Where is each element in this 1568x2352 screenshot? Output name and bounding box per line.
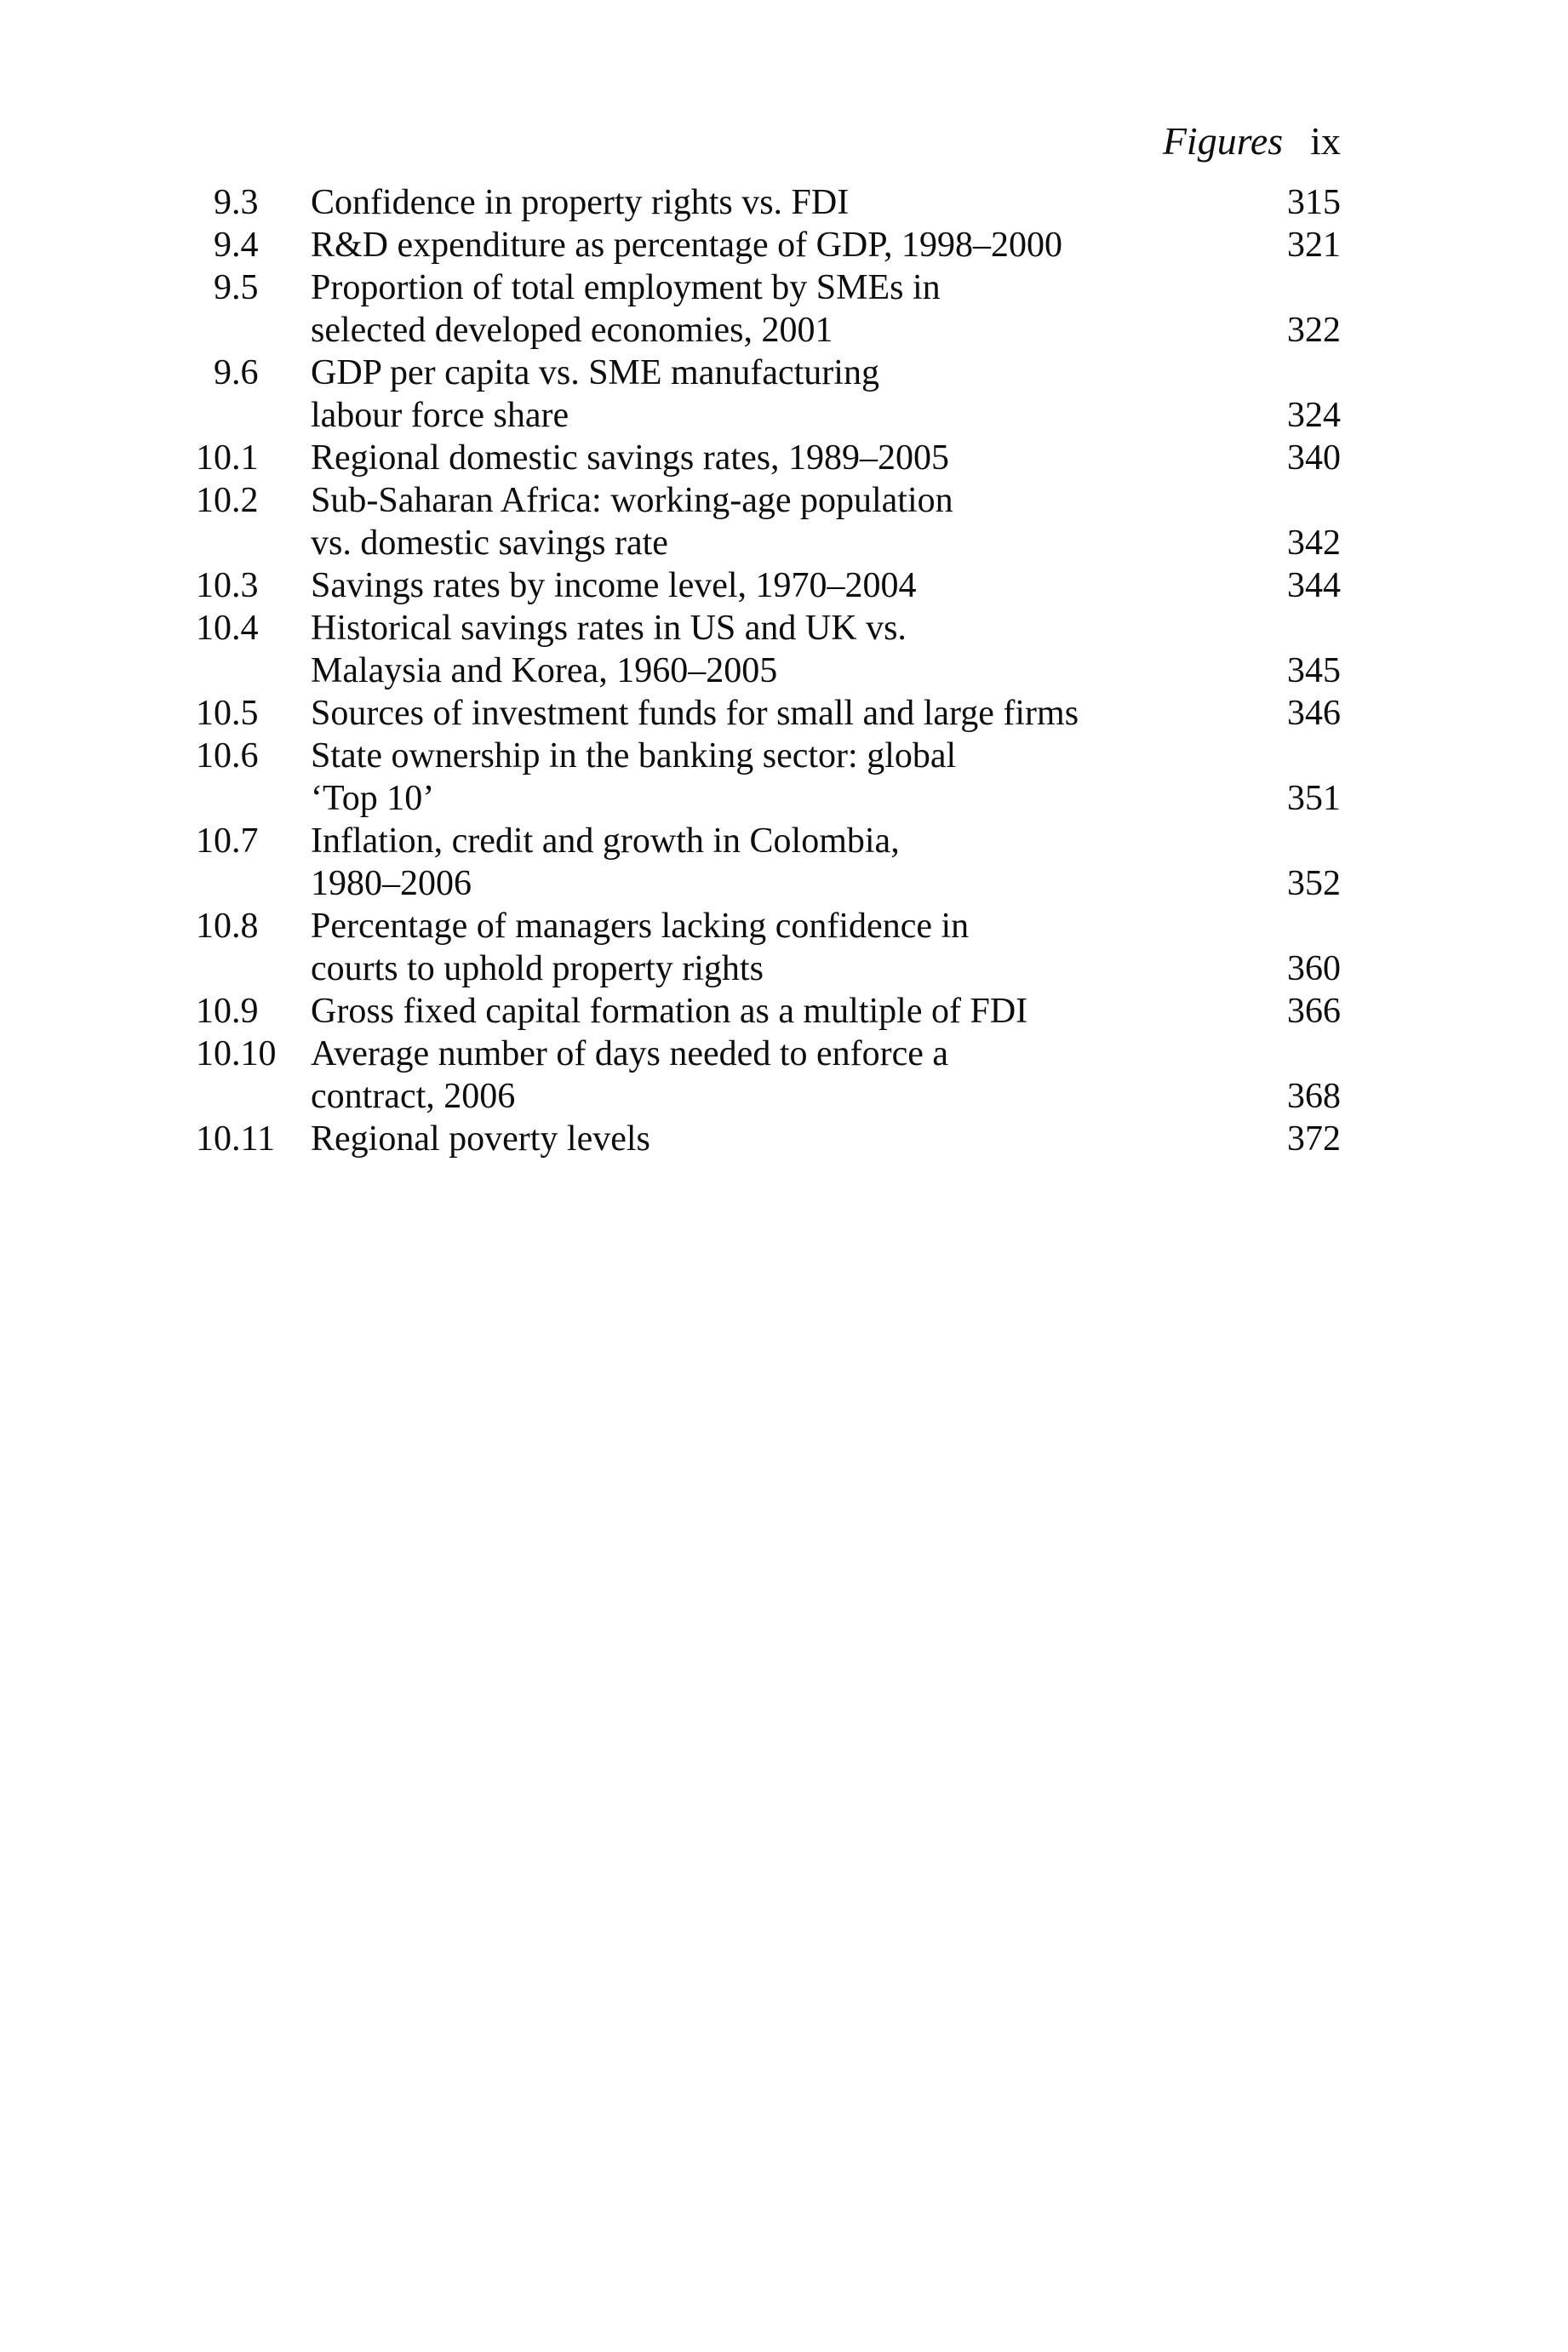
- figure-title: [311, 735, 1267, 820]
- figure-title-line: ‘Top 10’: [311, 779, 435, 818]
- figure-number-frac: .4: [232, 226, 259, 265]
- figure-entry: [194, 905, 1341, 990]
- figure-number: [194, 990, 311, 1033]
- figure-number: [194, 437, 311, 479]
- figure-number: [194, 1033, 311, 1075]
- figure-title: [311, 224, 1267, 266]
- figure-number-int: 10: [196, 694, 232, 733]
- figure-title-line: Savings rates by income level, 1970–2004: [311, 566, 917, 605]
- figure-number-int: 10: [196, 736, 232, 775]
- figure-title-line: R&D expenditure as percentage of GDP, 1998–2000: [311, 226, 1062, 265]
- figure-number-int: 10: [196, 609, 232, 648]
- figure-title-line: Inflation, credit and growth in Colombia,: [311, 821, 900, 861]
- figure-title-line: Gross fixed capital formation as a multiple of FDI: [311, 992, 1028, 1031]
- figure-number: [194, 352, 311, 394]
- figure-number: [194, 266, 311, 309]
- running-head-folio: ix: [1310, 119, 1341, 163]
- figure-entry: [194, 820, 1341, 905]
- figure-title: [311, 437, 1267, 479]
- figure-number-frac: .4: [232, 609, 259, 648]
- figure-entry: [194, 1118, 1341, 1160]
- running-head: [194, 120, 1341, 163]
- figure-page-number: 372: [1287, 1119, 1341, 1159]
- figure-number-int: 10: [196, 821, 232, 861]
- figure-number-frac: .2: [232, 481, 259, 520]
- figure-number: [194, 607, 311, 650]
- figure-title-line: courts to uphold property rights: [311, 949, 764, 988]
- figure-number-int: 10: [196, 907, 232, 946]
- figure-number: [194, 1118, 311, 1160]
- figure-title-line: Sources of investment funds for small and large firms: [311, 694, 1079, 733]
- figure-page-number: 366: [1287, 992, 1341, 1031]
- figure-number-frac: .3: [232, 183, 259, 222]
- figure-title: [311, 181, 1267, 224]
- figure-page-number: 342: [1287, 524, 1341, 563]
- figure-title: [311, 352, 1267, 437]
- figure-number: [194, 224, 311, 266]
- figure-number-frac: .5: [232, 694, 259, 733]
- figure-title-line: Malaysia and Korea, 1960–2005: [311, 651, 778, 690]
- figure-title-line: contract, 2006: [311, 1077, 516, 1116]
- figure-title-line: State ownership in the banking sector: global: [311, 736, 957, 775]
- figure-number-frac: .5: [232, 268, 259, 307]
- figure-number-int: 9: [214, 268, 232, 307]
- figure-entry: [194, 692, 1341, 735]
- figure-page-number: 345: [1287, 651, 1341, 690]
- figure-number-frac: .9: [232, 992, 259, 1031]
- figure-title: [311, 1118, 1267, 1160]
- figure-number-int: 10: [196, 566, 232, 605]
- figure-title-line: Historical savings rates in US and UK vs.: [311, 609, 907, 648]
- figure-title-line: Sub-Saharan Africa: working-age population: [311, 481, 953, 520]
- figure-title-line: 1980–2006: [311, 864, 472, 903]
- figure-entry: [194, 564, 1341, 607]
- figure-number-frac: .11: [232, 1119, 275, 1159]
- figure-entry: [194, 181, 1341, 224]
- figure-number-int: 9: [214, 353, 232, 392]
- figure-number-frac: .8: [232, 907, 259, 946]
- figure-number-int: 9: [214, 183, 232, 222]
- figure-number-frac: .1: [232, 438, 259, 478]
- figure-page-number: 346: [1287, 694, 1341, 733]
- figure-number: [194, 564, 311, 607]
- figure-number: [194, 479, 311, 522]
- figure-title-line: Regional poverty levels: [311, 1119, 650, 1159]
- figure-page-number: 322: [1287, 311, 1341, 350]
- figure-title-line: GDP per capita vs. SME manufacturing: [311, 353, 879, 392]
- figure-title-line: vs. domestic savings rate: [311, 524, 668, 563]
- figure-number-frac: .10: [232, 1034, 277, 1073]
- figure-title: [311, 266, 1267, 352]
- figures-list: [194, 181, 1341, 1160]
- figure-title-line: selected developed economies, 2001: [311, 311, 833, 350]
- figure-number-int: 10: [196, 1119, 232, 1159]
- figure-title-line: Confidence in property rights vs. FDI: [311, 183, 850, 222]
- figure-title: [311, 1033, 1267, 1118]
- figure-number-frac: .7: [232, 821, 259, 861]
- figure-number-frac: .3: [232, 566, 259, 605]
- figure-number-frac: .6: [232, 736, 259, 775]
- figure-title-line: Percentage of managers lacking confidence in: [311, 907, 970, 946]
- figure-page-number: 344: [1287, 566, 1341, 605]
- figure-title: [311, 564, 1267, 607]
- figure-title-line: Average number of days needed to enforce a: [311, 1034, 949, 1073]
- figure-entry: [194, 607, 1341, 692]
- figure-title: [311, 479, 1267, 564]
- figure-title-line: Regional domestic savings rates, 1989–2005: [311, 438, 950, 478]
- figure-number: [194, 692, 311, 735]
- figure-title: [311, 990, 1267, 1033]
- figure-number-int: 10: [196, 438, 232, 478]
- figure-title: [311, 692, 1267, 735]
- figure-entry: [194, 1033, 1341, 1118]
- figure-entry: [194, 479, 1341, 564]
- figure-page-number: 315: [1287, 183, 1341, 222]
- figure-page-number: 321: [1287, 226, 1341, 265]
- figure-page-number: 368: [1287, 1077, 1341, 1116]
- figure-title-line: Proportion of total employment by SMEs in: [311, 268, 941, 307]
- figure-number-frac: .6: [232, 353, 259, 392]
- figure-number-int: 10: [196, 1034, 232, 1073]
- figure-page-number: 351: [1287, 779, 1341, 818]
- figure-entry: [194, 735, 1341, 820]
- figure-number-int: 10: [196, 992, 232, 1031]
- figure-number: [194, 735, 311, 777]
- figure-entry: [194, 990, 1341, 1033]
- figure-number-int: 9: [214, 226, 232, 265]
- figure-number-int: 10: [196, 481, 232, 520]
- running-head-title: Figures: [1162, 119, 1284, 163]
- figure-title: [311, 905, 1267, 990]
- figure-page-number: 360: [1287, 949, 1341, 988]
- figure-number: [194, 905, 311, 947]
- figure-title: [311, 820, 1267, 905]
- figure-title-line: labour force share: [311, 396, 569, 435]
- figure-page-number: 340: [1287, 438, 1341, 478]
- figure-entry: [194, 224, 1341, 266]
- figure-entry: [194, 352, 1341, 437]
- figure-number: [194, 181, 311, 224]
- figure-entry: [194, 437, 1341, 479]
- figure-title: [311, 607, 1267, 692]
- figure-number: [194, 820, 311, 862]
- figure-entry: [194, 266, 1341, 352]
- figure-page-number: 352: [1287, 864, 1341, 903]
- figure-page-number: 324: [1287, 396, 1341, 435]
